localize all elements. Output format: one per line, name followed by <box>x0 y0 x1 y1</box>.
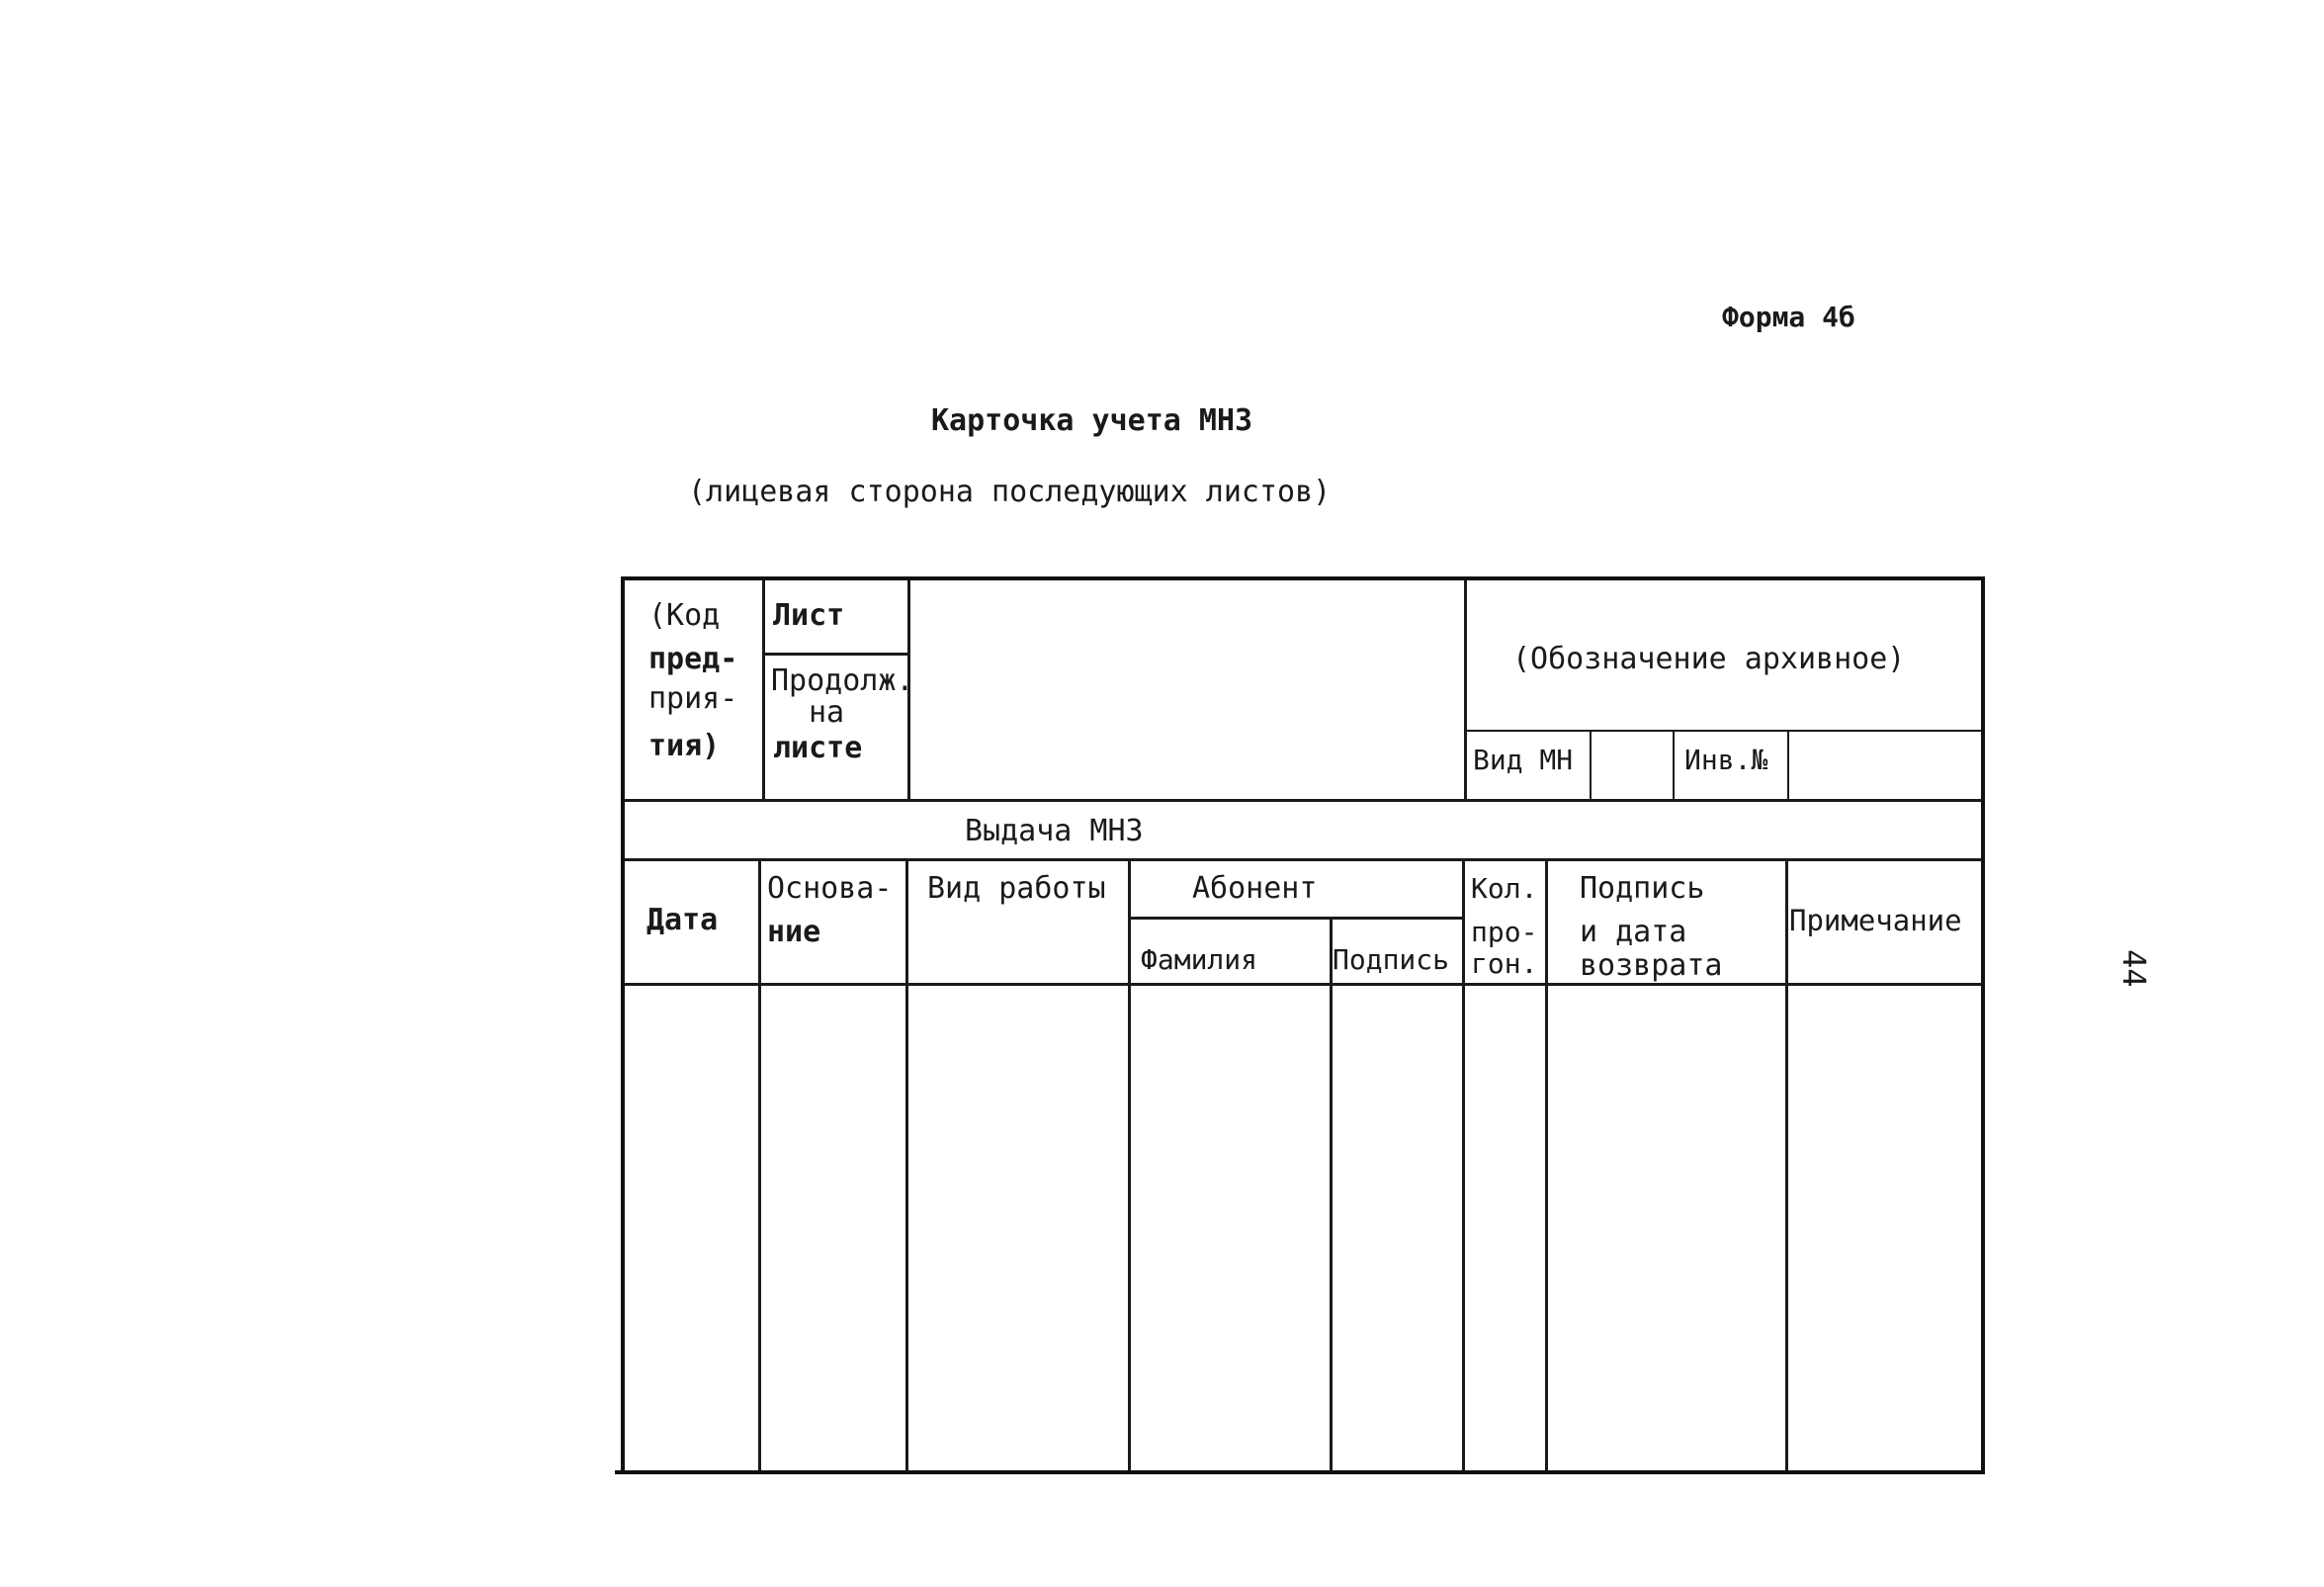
col-divider-return <box>1785 861 1788 1470</box>
column-return-line-2: и дата <box>1580 915 1687 949</box>
mn-type-label: Вид МН <box>1473 744 1574 776</box>
archive-subdivider-3 <box>1787 732 1789 799</box>
page-subtitle: (лицевая сторона последующих листов) <box>688 475 1332 509</box>
column-basis-line-2: ние <box>767 915 821 949</box>
column-signature: Подпись <box>1333 943 1450 976</box>
table-border-top <box>625 576 1984 580</box>
table-border-bottom <box>615 1470 1984 1474</box>
inventory-number-label: Инв.№ <box>1684 744 1768 776</box>
column-basis-line-1: Основа- <box>767 871 893 906</box>
column-surname: Фамилия <box>1141 943 1258 976</box>
column-note: Примечание <box>1789 904 1962 937</box>
continued-line-2: на <box>809 695 845 730</box>
row-divider-header <box>625 799 1981 802</box>
column-count-line-3: гон. <box>1471 947 1538 980</box>
column-return-line-3: возврата <box>1580 948 1723 983</box>
col-divider-work <box>1128 861 1131 1470</box>
col-divider-surname <box>1330 920 1333 1470</box>
col-divider-date <box>758 861 761 1470</box>
archive-subdivider-2 <box>1673 732 1675 799</box>
row-divider-section <box>625 858 1981 861</box>
archive-designation: (Обозначение архивное) <box>1512 642 1906 676</box>
enterprise-code-line-2: пред- <box>648 642 738 676</box>
sheet-label: Лист <box>773 598 845 633</box>
column-subscriber: Абонент <box>1192 871 1318 906</box>
col-divider-count <box>1545 861 1548 1470</box>
archive-subdivider-1 <box>1590 732 1592 799</box>
table-border-right <box>1981 576 1985 1474</box>
archive-divider <box>1467 730 1981 732</box>
column-count-line-2: про- <box>1471 916 1538 948</box>
col-divider-signature <box>1462 861 1465 1470</box>
column-return-line-1: Подпись <box>1580 871 1705 906</box>
enterprise-code-line-3: прия- <box>648 681 738 716</box>
table-border-left <box>621 576 625 1474</box>
col-divider-1-top <box>762 580 765 799</box>
column-count-line-1: Кол. <box>1471 872 1538 905</box>
continued-line-1: Продолж. <box>771 663 914 698</box>
column-date: Дата <box>646 903 719 937</box>
form-label: Форма 4б <box>1722 301 1855 333</box>
column-work-type: Вид работы <box>927 871 1106 906</box>
row-divider-columns <box>625 983 1981 986</box>
sheet-divider <box>765 653 907 656</box>
enterprise-code-line-1: (Код <box>648 598 721 633</box>
col-divider-basis <box>905 861 908 1470</box>
page-number: 44 <box>2115 949 2153 988</box>
continued-line-3: листе <box>773 731 863 765</box>
section-title: Выдача МНЗ <box>965 814 1144 848</box>
col-divider-3-top <box>1464 580 1467 799</box>
enterprise-code-line-4: тия) <box>648 729 721 763</box>
subscriber-divider <box>1131 917 1462 920</box>
page-title: Карточка учета МНЗ <box>931 403 1253 438</box>
